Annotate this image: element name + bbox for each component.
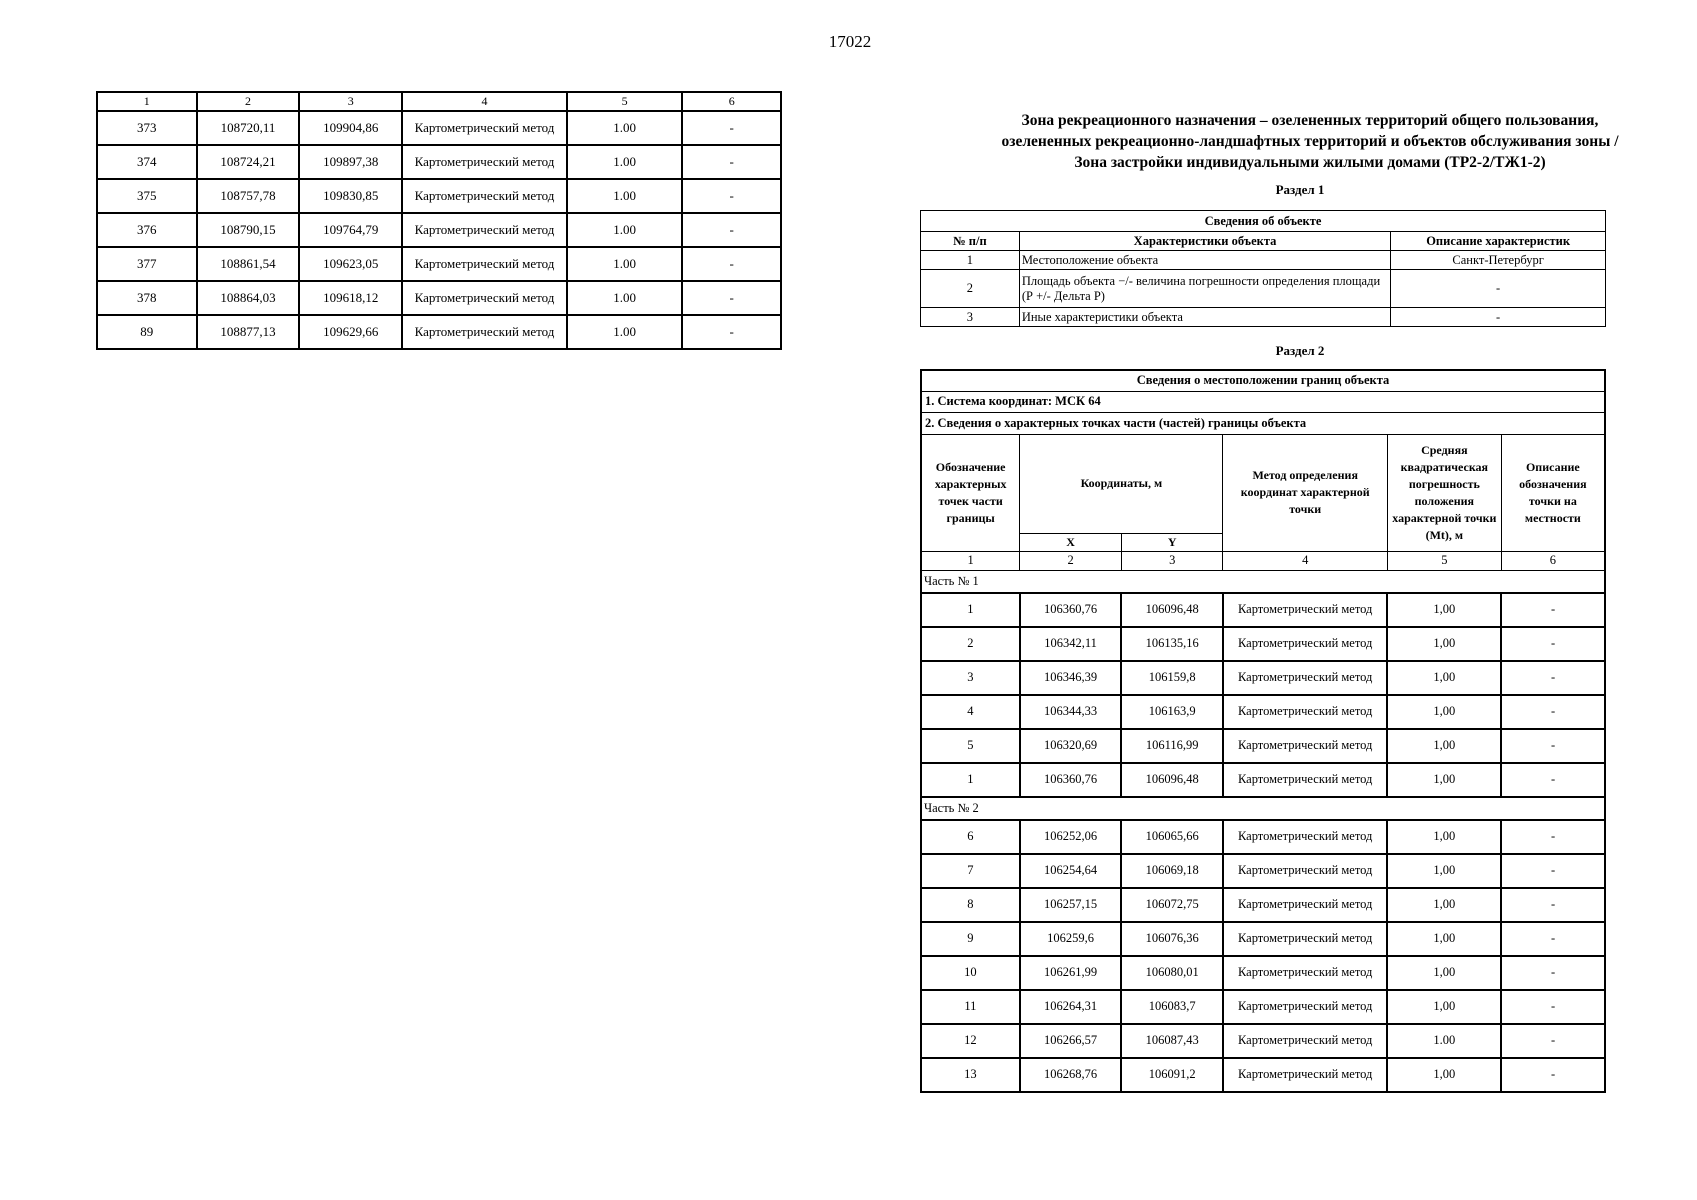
table-row xyxy=(921,854,1605,888)
column-number: 4 xyxy=(1223,551,1387,570)
mean-square-error: 1.00 xyxy=(567,213,683,247)
point-id: 89 xyxy=(97,315,197,349)
characteristic-value: - xyxy=(1391,308,1606,327)
method: Картометрический метод xyxy=(402,281,567,315)
x-coordinate: 106266,57 xyxy=(1020,1024,1122,1058)
method: Картометрический метод xyxy=(1223,661,1387,695)
left-table-header-row xyxy=(97,92,781,111)
point-id: 5 xyxy=(921,729,1020,763)
method: Картометрический метод xyxy=(1223,593,1387,627)
x-coordinate: 106257,15 xyxy=(1020,888,1122,922)
point-id: 376 xyxy=(97,213,197,247)
column-header: 6 xyxy=(682,92,781,111)
table-row xyxy=(921,922,1605,956)
table-row xyxy=(921,956,1605,990)
point-description: - xyxy=(1501,888,1605,922)
y-coordinate: 106135,16 xyxy=(1121,627,1223,661)
x-coordinate: 108724,21 xyxy=(197,145,300,179)
method: Картометрический метод xyxy=(402,179,567,213)
characteristic-value: Санкт-Петербург xyxy=(1391,251,1606,270)
characteristic-name: Площадь объекта −/- величина погрешности определения площади (Р +/- Дельта Р) xyxy=(1019,270,1390,308)
page-number: 17022 xyxy=(828,32,872,51)
table-row xyxy=(921,695,1605,729)
table-row xyxy=(921,1024,1605,1058)
method: Картометрический метод xyxy=(1223,956,1387,990)
point-description: - xyxy=(1501,922,1605,956)
y-coordinate: 106069,18 xyxy=(1121,854,1223,888)
method: Картометрический метод xyxy=(1223,627,1387,661)
table-row xyxy=(921,820,1605,854)
column-header: 2 xyxy=(197,92,300,111)
point-description: - xyxy=(1501,593,1605,627)
point-id: 7 xyxy=(921,854,1020,888)
method: Картометрический метод xyxy=(402,111,567,145)
part-label: Часть № 2 xyxy=(921,797,1605,820)
point-description: - xyxy=(682,111,781,145)
point-id: 10 xyxy=(921,956,1020,990)
point-id: 377 xyxy=(97,247,197,281)
boundary-coordinates-table xyxy=(920,369,1606,1093)
mean-square-error: 1.00 xyxy=(567,247,683,281)
row-number: 3 xyxy=(921,308,1020,327)
method: Картометрический метод xyxy=(1223,922,1387,956)
point-id: 8 xyxy=(921,888,1020,922)
point-description: - xyxy=(1501,820,1605,854)
point-description: - xyxy=(1501,1058,1605,1092)
x-coordinate: 108864,03 xyxy=(197,281,300,315)
method: Картометрический метод xyxy=(1223,990,1387,1024)
x-coordinate: 106254,64 xyxy=(1020,854,1122,888)
point-id: 1 xyxy=(921,593,1020,627)
method: Картометрический метод xyxy=(1223,854,1387,888)
point-description: - xyxy=(682,281,781,315)
zone-title xyxy=(920,110,1697,173)
point-id: 6 xyxy=(921,820,1020,854)
method: Картометрический метод xyxy=(402,145,567,179)
table-row xyxy=(921,593,1605,627)
table-row xyxy=(97,111,781,145)
mean-square-error: 1,00 xyxy=(1387,990,1501,1024)
zone-title-line: Зона рекреационного назначения – озелененных территорий общего пользования, xyxy=(1021,112,1599,129)
point-id: 4 xyxy=(921,695,1020,729)
mean-square-error: 1,00 xyxy=(1387,695,1501,729)
point-id: 2 xyxy=(921,627,1020,661)
point-description: - xyxy=(1501,627,1605,661)
mean-square-error: 1,00 xyxy=(1387,956,1501,990)
table-row xyxy=(921,627,1605,661)
column-number: 6 xyxy=(1501,551,1605,570)
column-header: Описание обозначения точки на местности xyxy=(1501,434,1605,551)
y-coordinate: 109897,38 xyxy=(299,145,402,179)
mean-square-error: 1.00 xyxy=(567,281,683,315)
point-description: - xyxy=(682,145,781,179)
method: Картометрический метод xyxy=(1223,1058,1387,1092)
y-coordinate: 109764,79 xyxy=(299,213,402,247)
table-row xyxy=(97,179,781,213)
method: Картометрический метод xyxy=(1223,820,1387,854)
y-coordinate: 106116,99 xyxy=(1121,729,1223,763)
x-coordinate: 108790,15 xyxy=(197,213,300,247)
mean-square-error: 1,00 xyxy=(1387,593,1501,627)
x-coordinate: 108757,78 xyxy=(197,179,300,213)
table-row xyxy=(921,888,1605,922)
point-id: 1 xyxy=(921,763,1020,797)
mean-square-error: 1.00 xyxy=(567,111,683,145)
point-description: - xyxy=(1501,695,1605,729)
point-id: 374 xyxy=(97,145,197,179)
mean-square-error: 1,00 xyxy=(1387,627,1501,661)
table-row xyxy=(97,281,781,315)
method: Картометрический метод xyxy=(402,213,567,247)
x-coordinate: 106342,11 xyxy=(1020,627,1122,661)
y-coordinate: 106065,66 xyxy=(1121,820,1223,854)
x-coordinate: 106320,69 xyxy=(1020,729,1122,763)
column-header: Средняя квадратическая погрешность положения характерной точки (Mt), м xyxy=(1387,434,1501,551)
section2-label: Раздел 2 xyxy=(1275,343,1325,358)
object-info-title: Сведения об объекте xyxy=(921,211,1606,232)
x-coordinate: 106268,76 xyxy=(1020,1058,1122,1092)
x-coordinate: 108720,11 xyxy=(197,111,300,145)
point-id: 3 xyxy=(921,661,1020,695)
point-description: - xyxy=(682,213,781,247)
table-row xyxy=(921,763,1605,797)
table-row xyxy=(97,145,781,179)
column-header: Метод определения координат характерной точки xyxy=(1223,434,1387,551)
column-header: X xyxy=(1020,533,1122,551)
y-coordinate: 106072,75 xyxy=(1121,888,1223,922)
method: Картометрический метод xyxy=(1223,888,1387,922)
part-header-row xyxy=(921,797,1605,820)
point-id: 378 xyxy=(97,281,197,315)
x-coordinate: 106261,99 xyxy=(1020,956,1122,990)
characteristic-value: - xyxy=(1391,270,1606,308)
column-header: Характеристики объекта xyxy=(1019,232,1390,251)
mean-square-error: 1,00 xyxy=(1387,729,1501,763)
method: Картометрический метод xyxy=(402,247,567,281)
table-row xyxy=(921,990,1605,1024)
characteristic-name: Иные характеристики объекта xyxy=(1019,308,1390,327)
mean-square-error: 1,00 xyxy=(1387,820,1501,854)
method: Картометрический метод xyxy=(402,315,567,349)
coord-table-title: Сведения о местоположении границ объекта xyxy=(921,370,1605,391)
column-header: № п/п xyxy=(921,232,1020,251)
mean-square-error: 1.00 xyxy=(1387,1024,1501,1058)
zone-title-line: Зона застройки индивидуальными жилыми домами (ТР2-2/ТЖ1-2) xyxy=(1074,154,1546,171)
left-coordinates-table xyxy=(96,91,782,350)
column-header: 3 xyxy=(299,92,402,111)
part-header-row xyxy=(921,570,1605,593)
y-coordinate: 109629,66 xyxy=(299,315,402,349)
mean-square-error: 1.00 xyxy=(567,315,683,349)
coord-system: 1. Система координат: МСК 64 xyxy=(921,391,1605,412)
y-coordinate: 106080,01 xyxy=(1121,956,1223,990)
mean-square-error: 1,00 xyxy=(1387,922,1501,956)
column-header: 4 xyxy=(402,92,567,111)
point-id: 373 xyxy=(97,111,197,145)
point-description: - xyxy=(1501,990,1605,1024)
mean-square-error: 1,00 xyxy=(1387,888,1501,922)
point-description: - xyxy=(1501,956,1605,990)
y-coordinate: 106091,2 xyxy=(1121,1058,1223,1092)
method: Картометрический метод xyxy=(1223,729,1387,763)
mean-square-error: 1.00 xyxy=(567,145,683,179)
column-number: 5 xyxy=(1387,551,1501,570)
column-header: Координаты, м xyxy=(1020,434,1223,533)
point-description: - xyxy=(1501,661,1605,695)
y-coordinate: 106096,48 xyxy=(1121,763,1223,797)
y-coordinate: 109623,05 xyxy=(299,247,402,281)
row-number: 1 xyxy=(921,251,1020,270)
points-title: 2. Сведения о характерных точках части (частей) границы объекта xyxy=(921,412,1605,434)
table-row xyxy=(97,213,781,247)
x-coordinate: 106346,39 xyxy=(1020,661,1122,695)
point-description: - xyxy=(1501,1024,1605,1058)
point-id: 11 xyxy=(921,990,1020,1024)
point-description: - xyxy=(1501,763,1605,797)
column-number: 1 xyxy=(921,551,1020,570)
point-description: - xyxy=(682,315,781,349)
method: Картометрический метод xyxy=(1223,695,1387,729)
point-id: 9 xyxy=(921,922,1020,956)
x-coordinate: 106344,33 xyxy=(1020,695,1122,729)
table-row xyxy=(921,729,1605,763)
x-coordinate: 106360,76 xyxy=(1020,763,1122,797)
row-number: 2 xyxy=(921,270,1020,308)
point-description: - xyxy=(682,247,781,281)
point-id: 12 xyxy=(921,1024,1020,1058)
y-coordinate: 109618,12 xyxy=(299,281,402,315)
zone-title-line: озелененных рекреационно-ландшафтных территорий и объектов обслуживания зоны / xyxy=(1001,133,1619,150)
column-header: 1 xyxy=(97,92,197,111)
column-header: Y xyxy=(1121,533,1223,551)
table-row xyxy=(97,247,781,281)
point-id: 375 xyxy=(97,179,197,213)
mean-square-error: 1,00 xyxy=(1387,661,1501,695)
y-coordinate: 106096,48 xyxy=(1121,593,1223,627)
point-id: 13 xyxy=(921,1058,1020,1092)
table-row xyxy=(921,661,1605,695)
mean-square-error: 1,00 xyxy=(1387,763,1501,797)
point-description: - xyxy=(1501,729,1605,763)
mean-square-error: 1.00 xyxy=(567,179,683,213)
column-number: 3 xyxy=(1121,551,1223,570)
method: Картометрический метод xyxy=(1223,1024,1387,1058)
y-coordinate: 106083,7 xyxy=(1121,990,1223,1024)
x-coordinate: 106252,06 xyxy=(1020,820,1122,854)
x-coordinate: 106360,76 xyxy=(1020,593,1122,627)
section1-label: Раздел 1 xyxy=(1275,182,1325,197)
y-coordinate: 109830,85 xyxy=(299,179,402,213)
y-coordinate: 106159,8 xyxy=(1121,661,1223,695)
y-coordinate: 106087,43 xyxy=(1121,1024,1223,1058)
x-coordinate: 108877,13 xyxy=(197,315,300,349)
column-header: 5 xyxy=(567,92,683,111)
column-number: 2 xyxy=(1020,551,1122,570)
mean-square-error: 1,00 xyxy=(1387,854,1501,888)
table-row xyxy=(97,315,781,349)
x-coordinate: 106264,31 xyxy=(1020,990,1122,1024)
y-coordinate: 106163,9 xyxy=(1121,695,1223,729)
mean-square-error: 1,00 xyxy=(1387,1058,1501,1092)
table-row xyxy=(921,1058,1605,1092)
x-coordinate: 108861,54 xyxy=(197,247,300,281)
y-coordinate: 106076,36 xyxy=(1121,922,1223,956)
part-label: Часть № 1 xyxy=(921,570,1605,593)
method: Картометрический метод xyxy=(1223,763,1387,797)
column-header: Описание характеристик xyxy=(1391,232,1606,251)
object-info-table xyxy=(920,210,1606,327)
characteristic-name: Местоположение объекта xyxy=(1019,251,1390,270)
x-coordinate: 106259,6 xyxy=(1020,922,1122,956)
point-description: - xyxy=(1501,854,1605,888)
column-header: Обозначение характерных точек части границы xyxy=(921,434,1020,551)
point-description: - xyxy=(682,179,781,213)
y-coordinate: 109904,86 xyxy=(299,111,402,145)
